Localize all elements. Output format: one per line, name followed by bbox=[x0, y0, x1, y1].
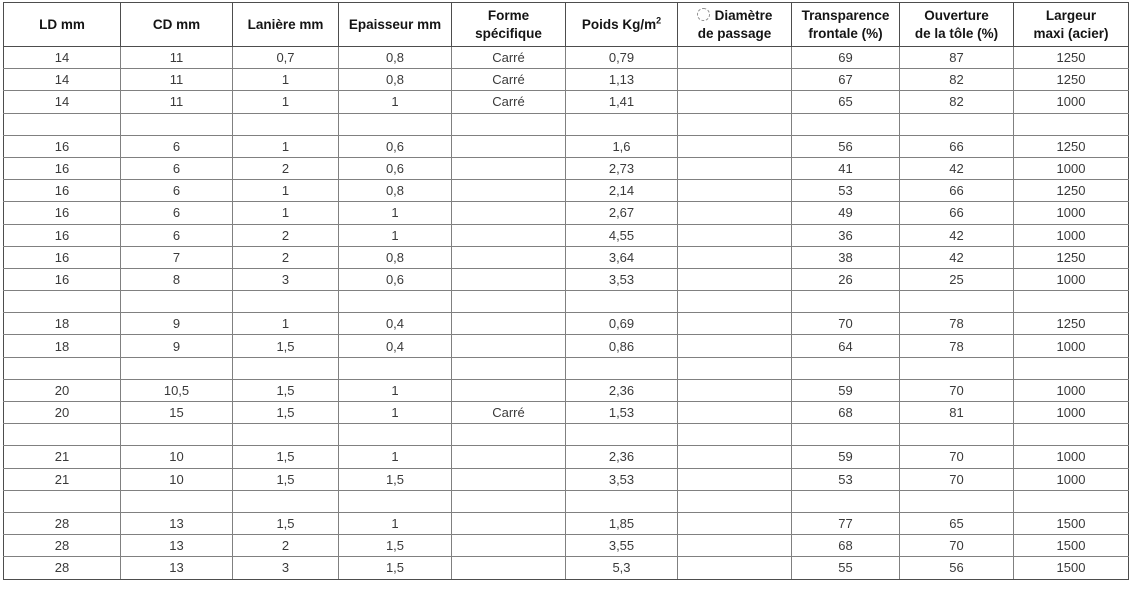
table-cell bbox=[452, 246, 566, 268]
table-cell: 20 bbox=[4, 402, 121, 424]
table-cell: 55 bbox=[792, 557, 900, 579]
table-cell bbox=[452, 313, 566, 335]
table-cell: 1500 bbox=[1014, 535, 1129, 557]
table-cell bbox=[339, 291, 452, 313]
table-row bbox=[4, 268, 1129, 290]
table-cell bbox=[678, 69, 792, 91]
table-cell bbox=[452, 357, 566, 379]
table-cell bbox=[678, 335, 792, 357]
table-cell bbox=[452, 557, 566, 579]
table-cell bbox=[4, 357, 121, 379]
table-cell bbox=[678, 135, 792, 157]
table-cell bbox=[1014, 424, 1129, 446]
table-cell: 1,5 bbox=[233, 335, 339, 357]
table-cell: 1000 bbox=[1014, 224, 1129, 246]
table-cell bbox=[566, 113, 678, 135]
table-cell: 70 bbox=[900, 535, 1014, 557]
table-cell: 3 bbox=[233, 268, 339, 290]
table-cell: 26 bbox=[792, 268, 900, 290]
table-cell: 1 bbox=[339, 224, 452, 246]
table-cell bbox=[678, 180, 792, 202]
spacer-row bbox=[4, 357, 1129, 379]
table-cell bbox=[678, 402, 792, 424]
table-cell: 2 bbox=[233, 246, 339, 268]
table-cell bbox=[121, 424, 233, 446]
table-row bbox=[4, 180, 1129, 202]
table-row bbox=[4, 135, 1129, 157]
table-cell: 1250 bbox=[1014, 246, 1129, 268]
table-cell: 2 bbox=[233, 224, 339, 246]
table-cell bbox=[1014, 357, 1129, 379]
table-cell bbox=[678, 357, 792, 379]
table-cell: 1250 bbox=[1014, 180, 1129, 202]
table-row bbox=[4, 69, 1129, 91]
table-cell bbox=[121, 113, 233, 135]
table-row bbox=[4, 512, 1129, 534]
table-cell bbox=[452, 446, 566, 468]
column-header-transparence: Transparence frontale (%) bbox=[792, 3, 900, 47]
dashed-circle-icon bbox=[697, 8, 710, 21]
table-cell: 0,69 bbox=[566, 313, 678, 335]
table-cell: 1,5 bbox=[233, 446, 339, 468]
table-cell: 81 bbox=[900, 402, 1014, 424]
table-row bbox=[4, 47, 1129, 69]
table-cell bbox=[452, 490, 566, 512]
table-cell bbox=[900, 291, 1014, 313]
table-cell: 42 bbox=[900, 224, 1014, 246]
table-cell bbox=[792, 113, 900, 135]
table-cell bbox=[900, 357, 1014, 379]
table-cell: 1,5 bbox=[233, 468, 339, 490]
table-cell bbox=[678, 113, 792, 135]
table-cell: 16 bbox=[4, 224, 121, 246]
table-cell: 2,36 bbox=[566, 379, 678, 401]
table-cell bbox=[121, 357, 233, 379]
table-cell: 69 bbox=[792, 47, 900, 69]
table-cell: 1,53 bbox=[566, 402, 678, 424]
table-row bbox=[4, 313, 1129, 335]
table-cell: 0,86 bbox=[566, 335, 678, 357]
table-cell: 2,73 bbox=[566, 157, 678, 179]
table-cell: 5,3 bbox=[566, 557, 678, 579]
table-cell: 53 bbox=[792, 468, 900, 490]
table-cell: 21 bbox=[4, 446, 121, 468]
spacer-row bbox=[4, 291, 1129, 313]
table-cell: 77 bbox=[792, 512, 900, 534]
table-cell bbox=[678, 291, 792, 313]
table-cell: 1 bbox=[339, 402, 452, 424]
table-cell: 70 bbox=[900, 379, 1014, 401]
spacer-row bbox=[4, 424, 1129, 446]
table-cell bbox=[678, 557, 792, 579]
table-header-row bbox=[4, 3, 1129, 47]
table-cell bbox=[452, 512, 566, 534]
table-cell bbox=[4, 291, 121, 313]
table-cell bbox=[566, 357, 678, 379]
column-header-ouverture: Ouverture de la tôle (%) bbox=[900, 3, 1014, 47]
table-cell: 13 bbox=[121, 557, 233, 579]
table-cell: 2 bbox=[233, 157, 339, 179]
table-cell: 67 bbox=[792, 69, 900, 91]
table-cell bbox=[1014, 291, 1129, 313]
table-row bbox=[4, 535, 1129, 557]
table-cell: 56 bbox=[792, 135, 900, 157]
table-cell bbox=[4, 490, 121, 512]
table-cell: 6 bbox=[121, 202, 233, 224]
table-row bbox=[4, 335, 1129, 357]
table-cell bbox=[792, 490, 900, 512]
column-header-forme: Forme spécifique bbox=[452, 3, 566, 47]
table-cell: 42 bbox=[900, 157, 1014, 179]
spacer-row bbox=[4, 490, 1129, 512]
table-cell: 1,5 bbox=[339, 557, 452, 579]
table-cell: 0,79 bbox=[566, 47, 678, 69]
table-cell: 10 bbox=[121, 446, 233, 468]
table-cell bbox=[900, 424, 1014, 446]
table-cell: 1,5 bbox=[233, 379, 339, 401]
table-cell: 15 bbox=[121, 402, 233, 424]
table-row bbox=[4, 202, 1129, 224]
table-cell bbox=[233, 357, 339, 379]
table-cell: 3,53 bbox=[566, 468, 678, 490]
table-cell bbox=[452, 424, 566, 446]
table-cell bbox=[678, 91, 792, 113]
table-row bbox=[4, 557, 1129, 579]
table-cell: 70 bbox=[900, 468, 1014, 490]
table-cell bbox=[678, 246, 792, 268]
table-cell bbox=[452, 268, 566, 290]
table-cell: 0,7 bbox=[233, 47, 339, 69]
table-cell: 18 bbox=[4, 335, 121, 357]
table-cell: 0,8 bbox=[339, 47, 452, 69]
table-cell: 87 bbox=[900, 47, 1014, 69]
table-cell: 1 bbox=[339, 446, 452, 468]
table-cell: 0,4 bbox=[339, 313, 452, 335]
table-cell bbox=[452, 202, 566, 224]
table-cell: 1 bbox=[339, 91, 452, 113]
table-cell bbox=[678, 446, 792, 468]
table-cell bbox=[792, 424, 900, 446]
table-cell bbox=[339, 357, 452, 379]
table-cell: 4,55 bbox=[566, 224, 678, 246]
table-row bbox=[4, 246, 1129, 268]
column-header-poids: Poids $Kg/m^2$ bbox=[566, 3, 678, 47]
table-cell bbox=[233, 113, 339, 135]
table-cell: 3,53 bbox=[566, 268, 678, 290]
table-cell: 1 bbox=[233, 69, 339, 91]
table-cell: 16 bbox=[4, 157, 121, 179]
table-cell: 13 bbox=[121, 535, 233, 557]
table-cell bbox=[452, 157, 566, 179]
table-cell: 70 bbox=[900, 446, 1014, 468]
table-row bbox=[4, 468, 1129, 490]
table-cell: 2,67 bbox=[566, 202, 678, 224]
table-cell bbox=[900, 490, 1014, 512]
table-cell bbox=[452, 468, 566, 490]
table-cell bbox=[678, 490, 792, 512]
table-cell: 56 bbox=[900, 557, 1014, 579]
table-cell: 70 bbox=[792, 313, 900, 335]
table-row bbox=[4, 446, 1129, 468]
table-cell: 1000 bbox=[1014, 446, 1129, 468]
table-cell: 66 bbox=[900, 135, 1014, 157]
column-header-ld: LD mm bbox=[4, 3, 121, 47]
table-cell: 0,8 bbox=[339, 69, 452, 91]
table-cell: 13 bbox=[121, 512, 233, 534]
table-cell: 18 bbox=[4, 313, 121, 335]
table-cell: Carré bbox=[452, 91, 566, 113]
table-cell: Carré bbox=[452, 402, 566, 424]
table-cell: 10 bbox=[121, 468, 233, 490]
table-cell: 1,5 bbox=[233, 512, 339, 534]
table-cell bbox=[792, 291, 900, 313]
table-row bbox=[4, 224, 1129, 246]
table-cell bbox=[1014, 113, 1129, 135]
table-cell: 2 bbox=[233, 535, 339, 557]
table-cell: 65 bbox=[900, 512, 1014, 534]
table-cell: 10,5 bbox=[121, 379, 233, 401]
table-cell: 3 bbox=[233, 557, 339, 579]
table-cell bbox=[233, 424, 339, 446]
table-cell: 16 bbox=[4, 180, 121, 202]
table-cell: 0,6 bbox=[339, 135, 452, 157]
table-cell: 6 bbox=[121, 224, 233, 246]
table-cell: 28 bbox=[4, 557, 121, 579]
table-cell: 0,6 bbox=[339, 157, 452, 179]
table-cell: Carré bbox=[452, 47, 566, 69]
table-cell: 28 bbox=[4, 535, 121, 557]
table-cell: 2,14 bbox=[566, 180, 678, 202]
table-cell: 6 bbox=[121, 157, 233, 179]
table-cell bbox=[452, 335, 566, 357]
table-cell bbox=[678, 512, 792, 534]
table-cell: 1000 bbox=[1014, 402, 1129, 424]
table-cell bbox=[121, 490, 233, 512]
table-cell: 0,6 bbox=[339, 268, 452, 290]
table-cell: 41 bbox=[792, 157, 900, 179]
table-cell bbox=[678, 535, 792, 557]
table-cell: 78 bbox=[900, 335, 1014, 357]
table-cell: 1,5 bbox=[339, 468, 452, 490]
table-cell: 11 bbox=[121, 47, 233, 69]
table-cell: 1,6 bbox=[566, 135, 678, 157]
table-cell: 16 bbox=[4, 202, 121, 224]
table-cell: Carré bbox=[452, 69, 566, 91]
table-cell: 78 bbox=[900, 313, 1014, 335]
table-cell bbox=[452, 291, 566, 313]
table-cell: 1 bbox=[339, 202, 452, 224]
table-cell: 64 bbox=[792, 335, 900, 357]
table-cell bbox=[678, 47, 792, 69]
column-header-laniere: Lanière mm bbox=[233, 3, 339, 47]
table-cell: 1250 bbox=[1014, 69, 1129, 91]
table-cell bbox=[900, 113, 1014, 135]
table-cell: 11 bbox=[121, 69, 233, 91]
table-cell: 53 bbox=[792, 180, 900, 202]
table-cell: 21 bbox=[4, 468, 121, 490]
table-cell: 14 bbox=[4, 47, 121, 69]
table-cell: 7 bbox=[121, 246, 233, 268]
table-cell bbox=[339, 113, 452, 135]
table-cell: 1 bbox=[339, 512, 452, 534]
table-cell: 9 bbox=[121, 313, 233, 335]
table-cell: 1 bbox=[233, 135, 339, 157]
table-row bbox=[4, 91, 1129, 113]
table-cell: 42 bbox=[900, 246, 1014, 268]
table-cell: 8 bbox=[121, 268, 233, 290]
table-cell: 16 bbox=[4, 135, 121, 157]
table-cell: 66 bbox=[900, 180, 1014, 202]
table-cell: 1500 bbox=[1014, 512, 1129, 534]
table-cell: 38 bbox=[792, 246, 900, 268]
table-cell bbox=[678, 468, 792, 490]
table-cell bbox=[4, 424, 121, 446]
table-cell: 0,4 bbox=[339, 335, 452, 357]
table-cell: 1,41 bbox=[566, 91, 678, 113]
table-cell bbox=[4, 113, 121, 135]
table-cell: 0,8 bbox=[339, 180, 452, 202]
table-cell bbox=[452, 135, 566, 157]
table-cell: 16 bbox=[4, 246, 121, 268]
table-row bbox=[4, 402, 1129, 424]
table-cell: 82 bbox=[900, 69, 1014, 91]
table-cell bbox=[233, 490, 339, 512]
table-cell: 1 bbox=[233, 313, 339, 335]
table-cell: 3,64 bbox=[566, 246, 678, 268]
table-cell: 1000 bbox=[1014, 468, 1129, 490]
table-cell: 1,85 bbox=[566, 512, 678, 534]
column-header-cd: CD mm bbox=[121, 3, 233, 47]
column-header-diametre: Diamètre de passage bbox=[678, 3, 792, 47]
table-cell bbox=[566, 424, 678, 446]
table-cell bbox=[792, 357, 900, 379]
table-cell: 1000 bbox=[1014, 202, 1129, 224]
column-header-largeur: Largeur maxi (acier) bbox=[1014, 3, 1129, 47]
table-cell: 59 bbox=[792, 379, 900, 401]
table-header bbox=[4, 3, 1129, 47]
table-cell: 82 bbox=[900, 91, 1014, 113]
table-cell: 28 bbox=[4, 512, 121, 534]
table-cell: 1000 bbox=[1014, 268, 1129, 290]
table-cell: 36 bbox=[792, 224, 900, 246]
table-cell: 1250 bbox=[1014, 313, 1129, 335]
table-cell bbox=[233, 291, 339, 313]
table-cell bbox=[452, 180, 566, 202]
table-cell: 1,5 bbox=[233, 402, 339, 424]
table-cell: 1250 bbox=[1014, 47, 1129, 69]
table-cell: 68 bbox=[792, 535, 900, 557]
table-cell: 1500 bbox=[1014, 557, 1129, 579]
table-cell: 66 bbox=[900, 202, 1014, 224]
table-cell: 1 bbox=[233, 202, 339, 224]
table-cell: 1000 bbox=[1014, 91, 1129, 113]
table-cell: 25 bbox=[900, 268, 1014, 290]
table-cell bbox=[678, 313, 792, 335]
column-header-epaisseur: Epaisseur mm bbox=[339, 3, 452, 47]
table-cell bbox=[452, 535, 566, 557]
table-cell: 16 bbox=[4, 268, 121, 290]
table-cell: 0,8 bbox=[339, 246, 452, 268]
table-cell bbox=[339, 424, 452, 446]
table-cell: 1,5 bbox=[339, 535, 452, 557]
table-cell: 11 bbox=[121, 91, 233, 113]
table-cell bbox=[566, 291, 678, 313]
table-cell bbox=[678, 224, 792, 246]
table-cell: 6 bbox=[121, 135, 233, 157]
perforation-spec-table bbox=[3, 2, 1129, 580]
table-cell bbox=[678, 268, 792, 290]
table-cell: 1 bbox=[339, 379, 452, 401]
table-cell bbox=[566, 490, 678, 512]
table-cell: 1000 bbox=[1014, 379, 1129, 401]
table-cell: 1000 bbox=[1014, 335, 1129, 357]
table-cell: 1 bbox=[233, 180, 339, 202]
table-cell: 3,55 bbox=[566, 535, 678, 557]
table-cell bbox=[121, 291, 233, 313]
table-cell bbox=[678, 379, 792, 401]
table-cell bbox=[339, 490, 452, 512]
table-cell: 1,13 bbox=[566, 69, 678, 91]
table-cell: 14 bbox=[4, 91, 121, 113]
table-cell: 68 bbox=[792, 402, 900, 424]
table-body bbox=[4, 47, 1129, 580]
table-cell: 49 bbox=[792, 202, 900, 224]
table-cell bbox=[678, 202, 792, 224]
table-row bbox=[4, 379, 1129, 401]
table-cell bbox=[678, 157, 792, 179]
table-cell bbox=[452, 113, 566, 135]
table-cell: 6 bbox=[121, 180, 233, 202]
table-cell: 1250 bbox=[1014, 135, 1129, 157]
table-cell: 65 bbox=[792, 91, 900, 113]
table-cell bbox=[452, 379, 566, 401]
table-cell: 9 bbox=[121, 335, 233, 357]
table-cell: 1 bbox=[233, 91, 339, 113]
table-cell: 1000 bbox=[1014, 157, 1129, 179]
table-cell bbox=[1014, 490, 1129, 512]
table-row bbox=[4, 157, 1129, 179]
table-cell bbox=[452, 224, 566, 246]
table-cell: 20 bbox=[4, 379, 121, 401]
table-cell: 2,36 bbox=[566, 446, 678, 468]
table-cell: 14 bbox=[4, 69, 121, 91]
spacer-row bbox=[4, 113, 1129, 135]
table-cell bbox=[678, 424, 792, 446]
table-cell: 59 bbox=[792, 446, 900, 468]
